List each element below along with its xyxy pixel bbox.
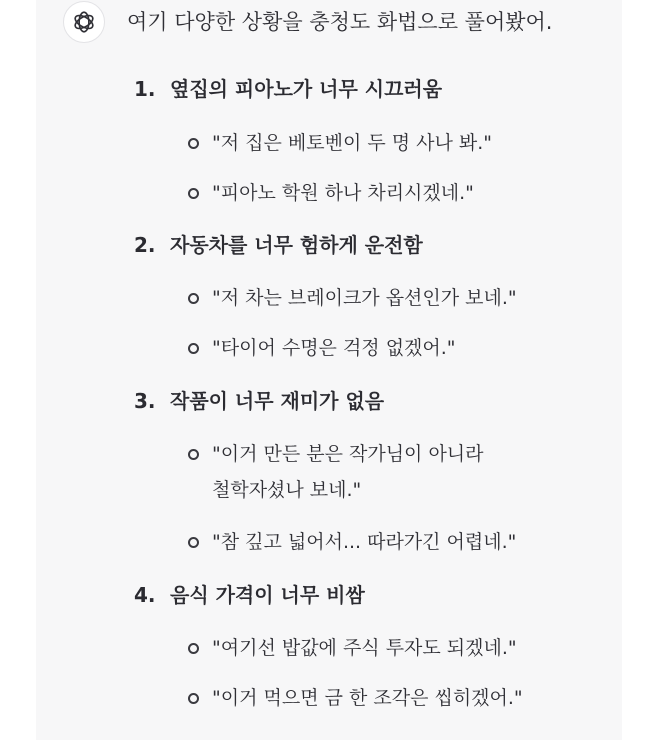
- bullet-icon: [188, 138, 199, 149]
- list-item-1-quote-2: "피아노 학원 하나 차리시겠네.": [212, 182, 474, 204]
- bullet-icon: [188, 449, 199, 460]
- list-item-3-quote-1-line-1: "이거 만든 분은 작가님이 아니라: [212, 443, 484, 465]
- assistant-avatar: [63, 1, 105, 43]
- list-item-3-title: 작품이 너무 재미가 없음: [170, 389, 385, 413]
- left-margin: [0, 0, 36, 740]
- list-item-3-number: 3.: [134, 389, 156, 413]
- bullet-icon: [188, 693, 199, 704]
- list-item-2-heading: [134, 230, 423, 260]
- list-item-4-number: 4.: [134, 583, 156, 607]
- list-item-1-title: 옆집의 피아노가 너무 시끄러움: [170, 77, 443, 101]
- list-item-4-quote-2: "이거 먹으면 금 한 조각은 씹히겠어.": [212, 687, 523, 709]
- list-item-4-quote-1: "여기선 밥값에 주식 투자도 되겠네.": [212, 637, 517, 659]
- list-item-1-number: 1.: [134, 77, 156, 101]
- list-item-4-title: 음식 가격이 너무 비쌈: [170, 583, 365, 607]
- list-item-2-number: 2.: [134, 233, 156, 257]
- list-item-2-quote-1: "저 차는 브레이크가 옵션인가 보네.": [212, 287, 517, 309]
- list-item-4-heading: [134, 580, 365, 610]
- bullet-icon: [188, 188, 199, 199]
- list-item-3-quote-1-line-2: 철학자셨나 보네.": [212, 479, 362, 501]
- list-item-1-quote-1: "저 집은 베토벤이 두 명 사나 봐.": [212, 132, 493, 154]
- assistant-intro-text: 여기 다양한 상황을 충청도 화법으로 풀어봤어.: [127, 10, 553, 34]
- list-item-1-heading: [134, 74, 442, 104]
- bullet-icon: [188, 293, 199, 304]
- list-item-2-quote-2: "타이어 수명은 걱정 없겠어.": [212, 337, 456, 359]
- bullet-icon: [188, 343, 199, 354]
- right-margin: [622, 0, 658, 740]
- bullet-icon: [188, 643, 199, 654]
- list-item-3-heading: [134, 386, 384, 416]
- list-item-2-title: 자동차를 너무 험하게 운전함: [170, 233, 423, 257]
- list-item-3-quote-2: "참 깊고 넓어서... 따라가긴 어렵네.": [212, 531, 517, 553]
- bullet-icon: [188, 537, 199, 548]
- openai-logo-icon: [69, 7, 99, 37]
